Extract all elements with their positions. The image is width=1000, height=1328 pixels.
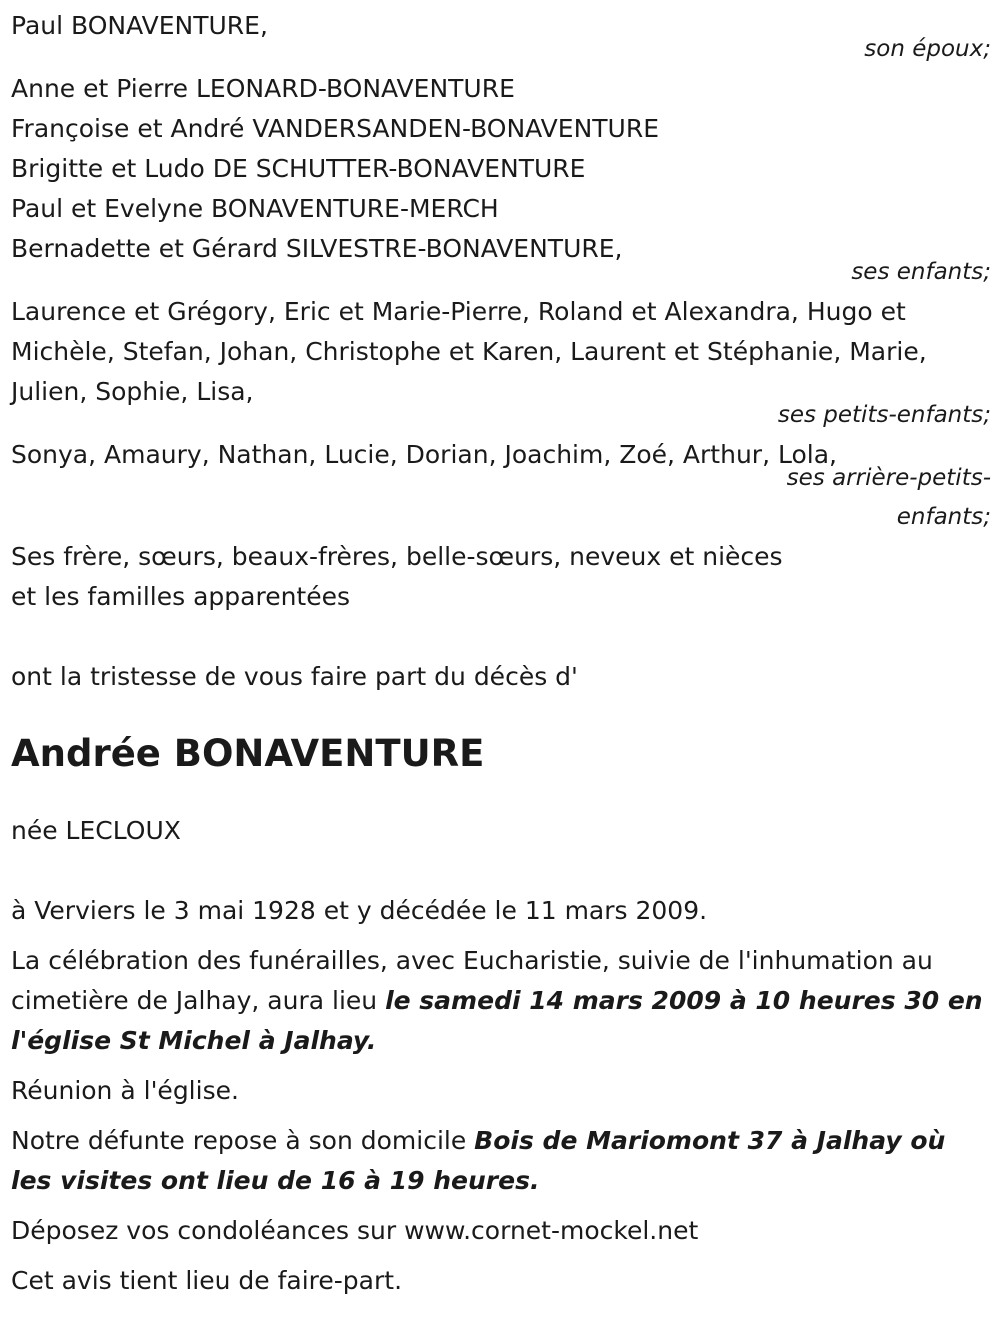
notice-text: Cet avis tient lieu de faire-part. xyxy=(11,1266,403,1295)
funeral-text: cimetière de Jalhay, aura lieu xyxy=(11,986,386,1015)
grandchildren-line: Laurence et Grégory, Eric et Marie-Pierre, Roland et Alexandra, Hugo et xyxy=(11,297,906,326)
children-list xyxy=(11,69,991,269)
rest-paragraph xyxy=(11,1121,991,1201)
deceased-name: Andrée BONAVENTURE xyxy=(11,732,485,775)
rest-line xyxy=(11,1121,991,1161)
reunion-text: Réunion à l'église. xyxy=(11,1076,239,1105)
visiting-hours-emphasis: les visites ont lieu de 16 à 19 heures. xyxy=(11,1166,540,1195)
family-line: Ses frère, sœurs, beaux-frères, belle-sœurs, neveux et nièces xyxy=(11,542,783,571)
funeral-paragraph xyxy=(11,941,991,1061)
child-name: Anne et Pierre LEONARD-BONAVENTURE xyxy=(11,74,515,103)
funeral-place-emphasis: l'église St Michel à Jalhay. xyxy=(11,1026,377,1055)
maiden-name: née LECLOUX xyxy=(11,816,181,845)
great-grandchildren-role-line2: enfants; xyxy=(896,504,991,530)
child-name: Paul et Evelyne BONAVENTURE-MERCH xyxy=(11,194,499,223)
grandchildren-line: Julien, Sophie, Lisa, xyxy=(11,377,254,406)
rest-address-emphasis: Bois de Mariomont 37 à Jalhay où xyxy=(474,1126,946,1155)
grandchildren-role: ses petits-enfants; xyxy=(777,402,991,428)
family-line: et les familles apparentées xyxy=(11,582,351,611)
spouse-name: Paul BONAVENTURE, xyxy=(11,11,268,40)
rest-text: Notre défunte repose à son domicile xyxy=(11,1126,475,1155)
condolences-text: Déposez vos condoléances sur www.cornet-mockel.net xyxy=(11,1216,699,1245)
children-role: ses enfants; xyxy=(851,259,991,285)
funeral-line: La célébration des funérailles, avec Eucharistie, suivie de l'inhumation au xyxy=(11,946,933,975)
grandchildren-list xyxy=(11,292,991,412)
great-grandchildren-names: Sonya, Amaury, Nathan, Lucie, Dorian, Joachim, Zoé, Arthur, Lola, xyxy=(11,440,837,469)
grandchildren-line: Michèle, Stefan, Johan, Christophe et Karen, Laurent et Stéphanie, Marie, xyxy=(11,337,927,366)
announcement: ont la tristesse de vous faire part du décès d' xyxy=(11,662,578,691)
birth-death-dates: à Verviers le 3 mai 1928 et y décédée le 11 mars 2009. xyxy=(11,896,708,925)
funeral-date-emphasis: le samedi 14 mars 2009 à 10 heures 30 en xyxy=(385,986,983,1015)
child-name: Brigitte et Ludo DE SCHUTTER-BONAVENTURE xyxy=(11,154,586,183)
funeral-line xyxy=(11,981,991,1021)
child-name: Françoise et André VANDERSANDEN-BONAVENTURE xyxy=(11,114,660,143)
spouse-role: son époux; xyxy=(864,36,991,62)
obituary-notice xyxy=(11,0,991,1301)
child-name: Bernadette et Gérard SILVESTRE-BONAVENTURE, xyxy=(11,234,623,263)
great-grandchildren-role-line1: ses arrière-petits- xyxy=(786,465,991,491)
